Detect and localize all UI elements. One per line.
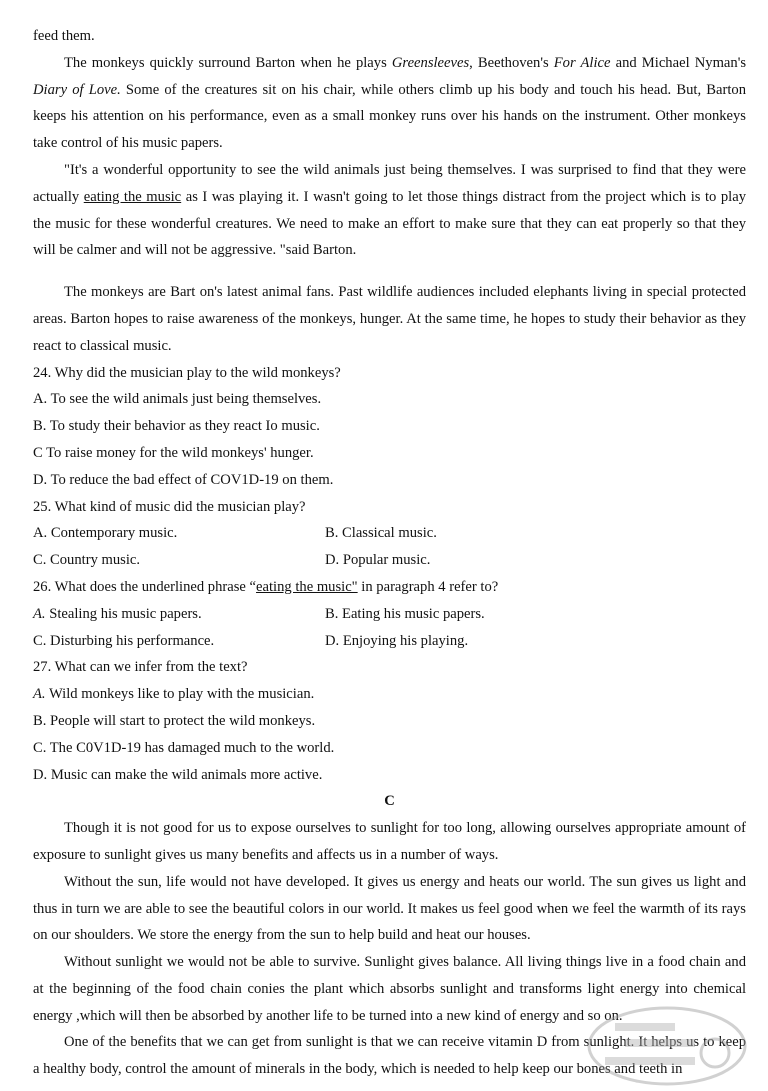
question-stem: 27. What can we infer from the text? [33, 659, 248, 676]
text-run: The monkeys quickly surround Barton when he plays [64, 54, 392, 71]
option-a [33, 681, 746, 708]
paragraph-monkeys-surround [33, 50, 746, 157]
text-run: and Michael Nyman's [610, 54, 747, 71]
option-a: A. To see the wild animals just being themselves. [33, 391, 322, 408]
text-run: as I was playing it. I wasn't going to let those things distract from the project which is to play the music for these wonderful creatures. We need to make an effort to make sure that they can eat properly so that they will be calmer and will not be aggressive. "said Barton. [33, 188, 746, 259]
options-row [33, 628, 746, 655]
title-for-alice: For Alice [553, 54, 611, 71]
title-diary-of-love: Diary of Love. [33, 81, 121, 98]
title-greensleeves: Greensleeves [391, 54, 470, 71]
option-a: A. Contemporary music. [33, 525, 178, 542]
question-stem: 25. What kind of music did the musician play? [33, 498, 306, 515]
option-d: D. To reduce the bad effect of COV1D-19 on them. [33, 471, 334, 488]
option-b: B. People will start to protect the wild monkeys. [33, 712, 316, 729]
paragraph-without-sunlight: Without sunlight we would not be able to survive. Sunlight gives balance. All living things live in a food chain and at the beginning of the food chain conies the plant which absorbs sunlight and transforms light energy into chemical energy ,which will then be absorbed by another life to be turned into a new kind of energy and so on. [33, 954, 746, 1024]
text-run: , Beethoven's [469, 54, 554, 71]
question-24 [33, 360, 746, 494]
paragraph-animal-fans: The monkeys are Bart on's latest animal fans. Past wildlife audiences included elephants living in special protected areas. Barton hopes to raise awareness of the monkeys, hunger. At the same time, he hopes to study their behavior as they react to classical music. [33, 284, 746, 354]
paragraph-vitamin-d: One of the benefits that we can get from sunlight is that we can receive vitamin D from sunlight. It helps us to keep a healthy body, control the amount of minerals in the body, which is needed to help keep our bones and teeth in [33, 1034, 746, 1078]
question-25 [33, 494, 746, 574]
option-c: C. The C0V1D-19 has damaged much to the world. [33, 739, 335, 756]
underlined-phrase: eating the music [83, 188, 182, 205]
option-d: D. Music can make the wild animals more active. [33, 766, 323, 783]
text-run: 26. What does the underlined phrase “ [33, 578, 257, 595]
option-text: Wild monkeys like to play with the musician. [45, 686, 315, 703]
option-letter: A. [33, 605, 46, 622]
options-row [33, 520, 746, 547]
paragraph-sunlight-intro: Though it is not good for us to expose ourselves to sunlight for too long, allowing ourselves appropriate amount of exposure to sunlight gives us many benefits and affects us in a number of ways. [33, 820, 746, 863]
underlined-phrase: eating the music" [256, 578, 358, 595]
options-row [33, 547, 746, 574]
paragraph-continuation: feed them. [33, 28, 95, 44]
option-d: D. Popular music. [325, 552, 431, 569]
section-heading-c: C [384, 793, 395, 810]
option-d: D. Enjoying his playing. [325, 632, 469, 649]
document-content [33, 23, 746, 1083]
paragraph-without-sun: Without the sun, life would not have developed. It gives us energy and heats our world. The sun gives us light and thus in turn we are able to see the beautiful colors in our world. It makes us feel good when we feel the warmth of its rays on our shoulders. We store the energy from the sun to help build and heat our houses. [33, 873, 746, 944]
text-run: in paragraph 4 refer to? [357, 578, 499, 595]
option-letter: A. [33, 686, 46, 703]
question-27 [33, 654, 746, 788]
option-c: C To raise money for the wild monkeys' hunger. [33, 444, 314, 461]
question-stem: 24. Why did the musician play to the wild monkeys? [33, 364, 341, 381]
option-b: B. Eating his music papers. [325, 605, 485, 622]
paragraph-barton-quote [33, 157, 746, 264]
option-a [33, 601, 325, 628]
option-text: Stealing his music papers. [45, 605, 202, 622]
option-c: C. Country music. [33, 552, 141, 569]
text-run: "It's a wonderful opportunity to see the wild animals just being themselves. I was surprised to find that they were actually [33, 161, 746, 205]
text-run: Some of the creatures sit on his chair, while others climb up his body and touch his head. But, Barton keeps his attention on his performance, even as a small monkey runs over his hands on the instrument. Other monkeys take control of his music papers. [33, 81, 747, 152]
options-row [33, 601, 746, 628]
question-stem [33, 574, 746, 601]
option-c: C. Disturbing his performance. [33, 632, 215, 649]
option-b: B. To study their behavior as they react Io music. [33, 418, 320, 435]
question-26 [33, 574, 746, 654]
option-b: B. Classical music. [325, 525, 437, 542]
